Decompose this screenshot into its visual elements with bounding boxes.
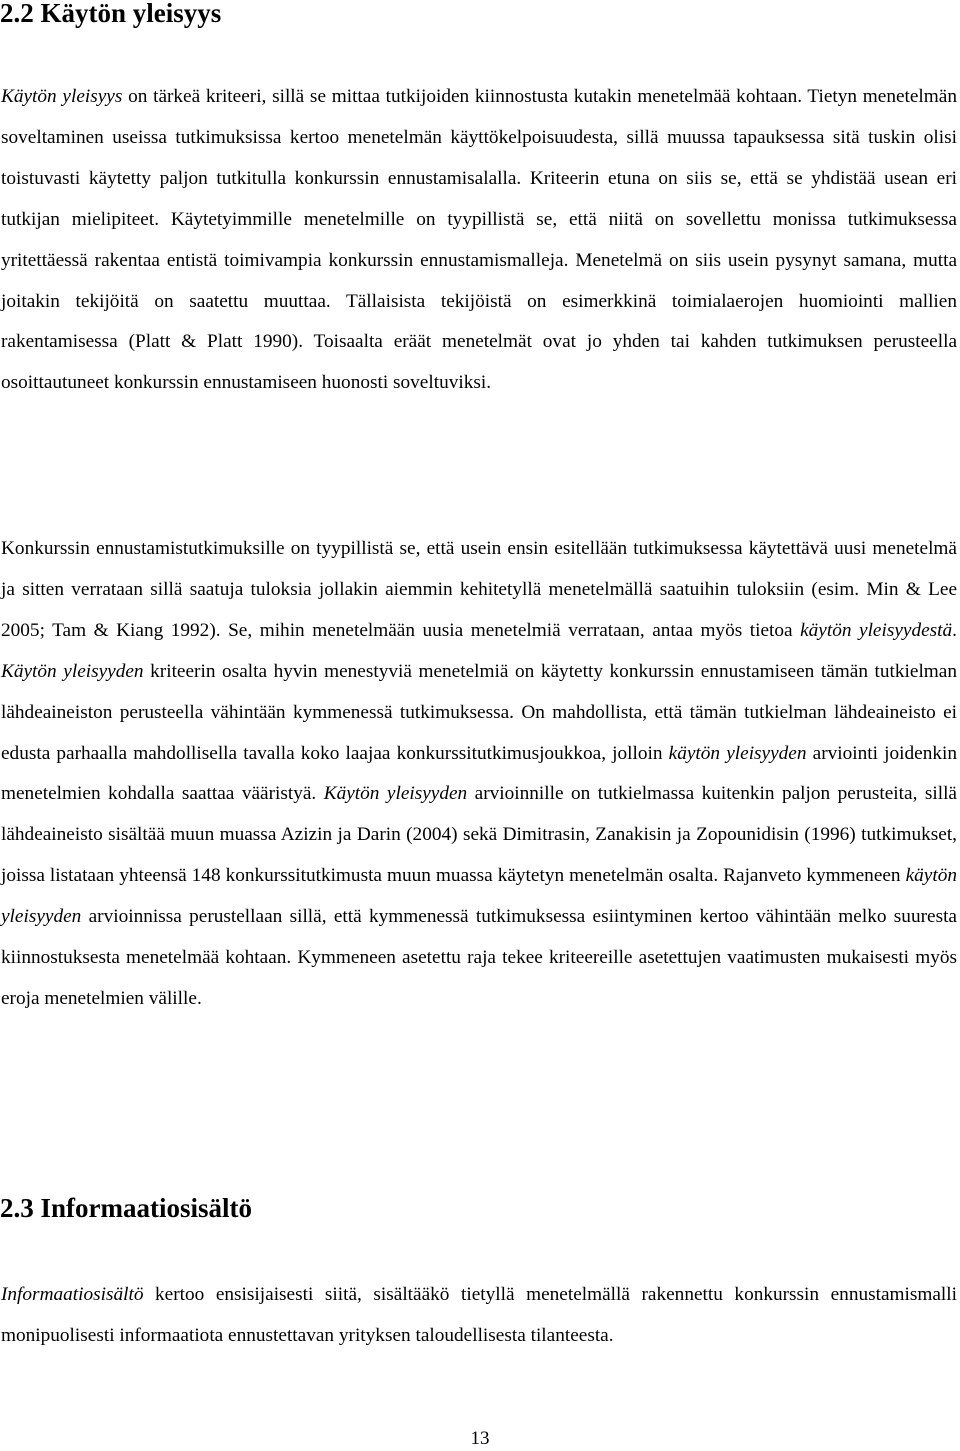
section-heading: 2.2 Käytön yleisyys xyxy=(0,0,222,28)
text-run: arvioinnissa perustellaan sillä, että kymmenessä tutkimuksessa esiintyminen kertoo vähintään melko suuresta kiinnostuksesta menetelmää kohtaan. Kymmeneen asetettu raja tekee kriteereille asetettujen vaatimusten mukaisesti myös eroja menetelmien välille. xyxy=(1,906,957,1009)
term-italic: Käytön yleisyyden xyxy=(323,783,468,805)
term-italic: Käytön yleisyys xyxy=(1,86,123,107)
text-run: on tärkeä kriteeri, sillä se mittaa tutkijoiden kiinnostusta kutakin menetelmää kohtaan. Tietyn menetelmän soveltaminen useissa tutkimuksissa kertoo menetelmän käyttökelpoisuudesta, sillä muussa tapauksessa sitä tuskin olisi toistuvasti käytetty paljon tutkitulla konkurssin ennustamisalalla. Kriteerin etuna on siis se, että se yhdistää usean eri tutkijan mielipiteet. Käytetyimmille menetelmille on tyypillistä se, että niitä on sovellettu monissa tutkimuksessa yritettäessä rakentaa entistä toimivampia konkurssin ennustamismalleja. Menetelmä on siis usein pysynyt samana, mutta joitakin tekijöitä on saatettu muuttaa. Tällaisista tekijöistä on esimerkkinä toimialaerojen huomiointi mallien rakentamisessa (Platt & Platt 1990). Toisaalta eräät menetelmät ovat jo yhden tai kahden tutkimuksen perusteella osoittautuneet konkurssin ennustamiseen huonosti soveltuviksi. xyxy=(1,86,957,394)
body-paragraph xyxy=(1,529,957,1020)
term-italic: Käytön yleisyyden xyxy=(1,660,144,682)
section-heading: 2.3 Informaatiosisältö xyxy=(0,1193,252,1223)
text-run: kriteerin osalta hyvin menestyviä menetelmiä on käytetty konkurssin ennustamiseen tämän tutkielman lähdeaineiston perusteella vähintään kymmenessä tutkimuksessa. On mahdollista, että tämän tutkielman lähdeaineisto ei edusta parhaalla mahdollisella tavalla koko laajaa konkurssitutkimusjoukkoa, jolloin xyxy=(1,660,957,764)
text-run: arviointi joidenkin menetelmien kohdalla saattaa vääristyä. xyxy=(1,742,957,805)
term-italic: käytön yleisyydestä xyxy=(800,619,953,641)
text-run: . xyxy=(952,619,957,641)
text-run: Konkurssin ennustamistutkimuksille on tyypillistä se, että usein ensin esitellään tutkimuksessa käytettävä uusi menetelmä ja sitten verrataan sillä saatuja tuloksia jollakin aiemmin kehitetyllä menetelmällä saatuihin tuloksiin (esim. Min & Lee 2005; Tam & Kiang 1992). Se, mihin menetelmään uusia menetelmiä verrataan, antaa myös tietoa xyxy=(1,538,957,641)
term-italic: käytön yleisyyden xyxy=(668,742,807,764)
page-number: 13 xyxy=(470,1428,490,1449)
term-italic: käytön yleisyyden xyxy=(1,865,957,928)
text-run: arvioinnille on tutkielmassa kuitenkin paljon perusteita, sillä lähdeaineisto sisältää muun muassa Azizin ja Darin (2004) sekä Dimitrasin, Zanakisin ja Zopounidisin (1996) tutkimukset, joissa listataan yhteensä 148 konkurssitutkimusta muun muassa käytetyn menetelmän osalta. Rajanveto kymmeneen xyxy=(1,783,957,887)
body-paragraph xyxy=(1,77,957,404)
term-italic: Informaatiosisältö xyxy=(1,1284,144,1305)
text-run: kertoo ensisijaisesti siitä, sisältääkö tietyllä menetelmällä rakennettu konkurssin ennustamismalli monipuolisesti informaatiota ennustettavan yrityksen taloudellisesta tilanteesta. xyxy=(1,1284,957,1346)
body-paragraph xyxy=(1,1275,957,1357)
